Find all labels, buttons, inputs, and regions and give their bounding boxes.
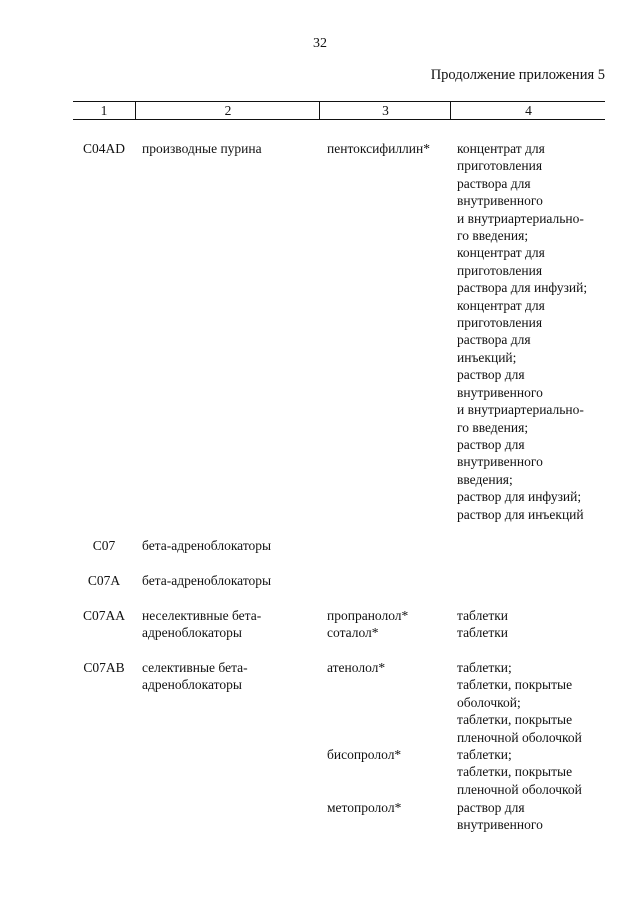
header-col-4: 4 [450, 102, 606, 119]
row-c07ab-form-1: таблетки; таблетки, покрытые оболочкой; таблетки, покрытые пленочной оболочкой [457, 660, 582, 745]
table-header [73, 101, 605, 120]
row-c07-code: C07 [92, 538, 116, 553]
row-c07ab-drug-3: метопролол* [327, 800, 402, 815]
row-c04ad-code: C04AD [82, 141, 125, 156]
appendix-title: Продолжение приложения 5 [430, 67, 605, 83]
header-col-3: 3 [319, 102, 451, 119]
row-c07aa-form-1: таблетки [457, 608, 509, 623]
row-c07ab-drug-2: бисопролол* [327, 747, 402, 762]
row-c07ab-group: селективные бета- адреноблокаторы [142, 660, 248, 693]
row-c07ab-drug-1: атенолол* [327, 660, 386, 675]
row-c07-group: бета-адреноблокаторы [142, 538, 272, 553]
row-c07aa-drug-1: пропранолол* [327, 608, 409, 623]
row-c07ab-form-3: раствор для внутривенного [457, 800, 543, 833]
row-c07aa-form-2: таблетки [457, 625, 509, 640]
row-c07ab-form-2: таблетки; таблетки, покрытые пленочной оболочкой [457, 747, 582, 797]
row-c07aa-code: C07AA [82, 608, 125, 623]
row-c07a-group: бета-адреноблокаторы [142, 573, 272, 588]
row-c04ad-form: концентрат для приготовления раствора для внутривенного и внутриартериально- го введения; концентрат для приготовления раствора для инфузий; концентрат для приготовления раствора для инъекций; раствор для внутривенного и внутриартериально- го введения; раствор для внутривенного введения; раствор для инфузий; раствор для инъекций [457, 141, 588, 522]
row-c04ad-drug: пентоксифиллин* [327, 141, 430, 156]
row-c04ad-group: производные пурина [142, 141, 262, 156]
row-c07aa-group: неселективные бета- адреноблокаторы [142, 608, 262, 641]
row-c07ab-code: C07AB [83, 660, 125, 675]
row-c07a-code: C07A [87, 573, 121, 588]
header-col-2: 2 [135, 102, 320, 119]
row-c07aa-drug-2: соталол* [327, 625, 379, 640]
header-col-1: 1 [100, 103, 108, 118]
page-number: 32 [313, 36, 327, 51]
